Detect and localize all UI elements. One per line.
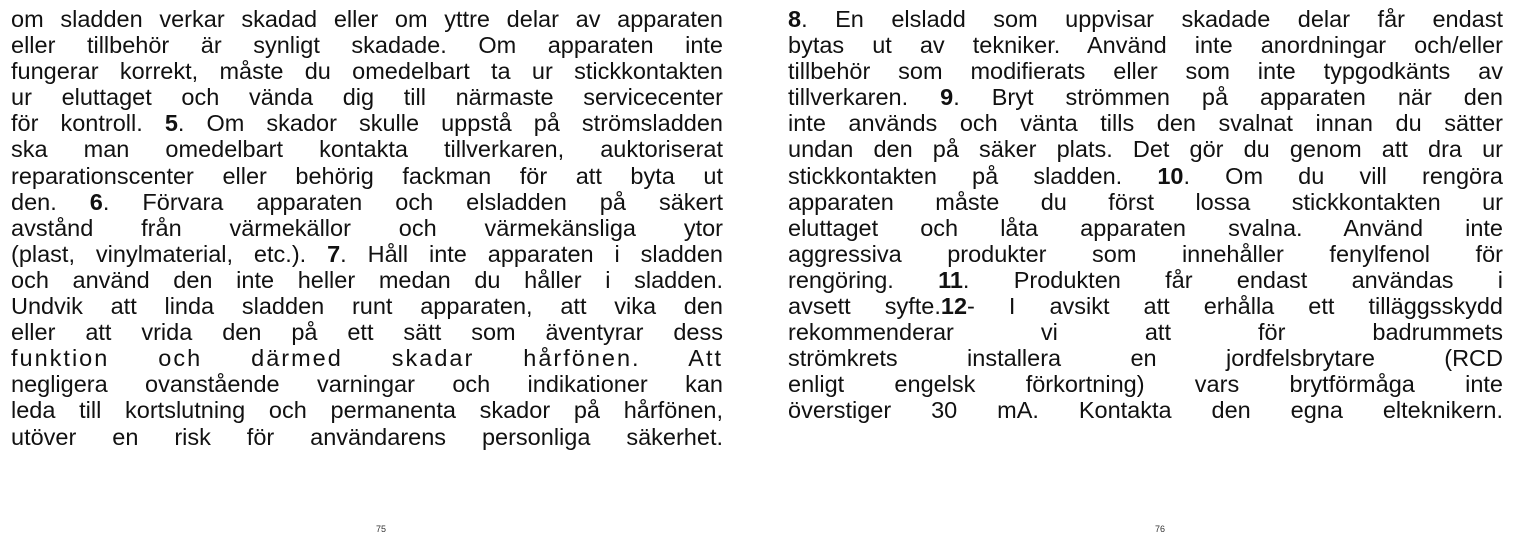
left-line-4: ur eluttaget och vända dig till närmaste servicecenter [11, 84, 723, 111]
left-line-8: den. 6. Förvara apparaten och elsladden på säkert [11, 188, 723, 215]
right-line-10: aggressiva produkter som innehåller fenylfenol för [788, 240, 1503, 267]
left-line-11: och använd den inte heller medan du håller i sladden. [11, 266, 723, 293]
left-line-10: (plast, vinylmaterial, etc.). 7. Håll inte apparaten i sladden [11, 240, 723, 267]
left-line-13: eller att vrida den på ett sätt som äventyrar dess [11, 319, 723, 346]
left-line-5: för kontroll. 5. Om skador skulle uppstå på strömsladden [11, 110, 723, 137]
left-line-2: eller tillbehör är synligt skadade. Om apparaten inte [11, 32, 723, 59]
right-line-4: tillverkaren. 9. Bryt strömmen på apparaten när den [788, 84, 1503, 111]
right-page-text-column [788, 6, 1503, 424]
right-line-2: bytas ut av tekniker. Använd inte anordningar och/eller [788, 32, 1503, 59]
item-number: 10 [1157, 162, 1184, 189]
right-page-number: 76 [1155, 524, 1166, 534]
right-line-13: rekommenderar vi att för badrummets [788, 319, 1503, 346]
right-line-7: stickkontakten på sladden. 10. Om du vill rengöra [788, 162, 1503, 189]
right-line-1: 8. En elsladd som uppvisar skadade delar får endast [788, 6, 1503, 32]
left-line-14: funktion och därmed skadar hårfönen. Att [11, 345, 723, 372]
right-line-5: inte används och vänta tills den svalnat innan du sätter [788, 110, 1503, 137]
item-number: 11 [938, 266, 963, 293]
right-line-15: enligt engelsk förkortning) vars brytförmåga inte [788, 371, 1503, 398]
left-line-6: ska man omedelbart kontakta tillverkaren, auktoriserat [11, 136, 723, 163]
item-number: 12 [940, 293, 968, 320]
left-line-12: Undvik att linda sladden runt apparaten, att vika den [11, 293, 723, 320]
right-line-6: undan den på säker plats. Det gör du genom att dra ur [788, 136, 1503, 163]
right-page [764, 0, 1529, 544]
left-line-3: fungerar korrekt, måste du omedelbart ta ur stickkontakten [11, 58, 723, 85]
right-line-9: eluttaget och låta apparaten svalna. Använd inte [788, 214, 1503, 241]
item-number: 6 [89, 188, 103, 215]
item-number: 5 [164, 110, 178, 137]
right-line-12: avsett syfte.12- I avsikt att erhålla ett tilläggsskydd [788, 293, 1503, 320]
left-page-number: 75 [376, 524, 387, 534]
right-line-14: strömkrets installera en jordfelsbrytare (RCD [788, 345, 1503, 372]
left-line-16: leda till kortslutning och permanenta skador på hårfönen, [11, 397, 723, 424]
left-line-7: reparationscenter eller behörig fackman för att byta ut [11, 162, 723, 189]
right-line-16: överstiger 30 mA. Kontakta den egna elteknikern. [788, 397, 1503, 424]
item-number: 8 [788, 6, 802, 32]
left-page-text-column [11, 6, 723, 450]
right-line-11: rengöring. 11. Produkten får endast användas i [788, 266, 1503, 293]
left-line-17: utöver en risk för användarens personliga säkerhet. [11, 423, 723, 450]
right-line-8: apparaten måste du först lossa stickkontakten ur [788, 188, 1503, 215]
left-page [0, 0, 764, 544]
item-number: 9 [940, 84, 954, 111]
item-number: 7 [327, 240, 341, 267]
left-line-1: om sladden verkar skadad eller om yttre delar av apparaten [11, 6, 723, 32]
left-line-15: negligera ovanstående varningar och indikationer kan [11, 371, 723, 398]
left-line-9: avstånd från värmekällor och värmekänsliga ytor [11, 214, 723, 241]
right-line-3: tillbehör som modifierats eller som inte typgodkänts av [788, 58, 1503, 85]
